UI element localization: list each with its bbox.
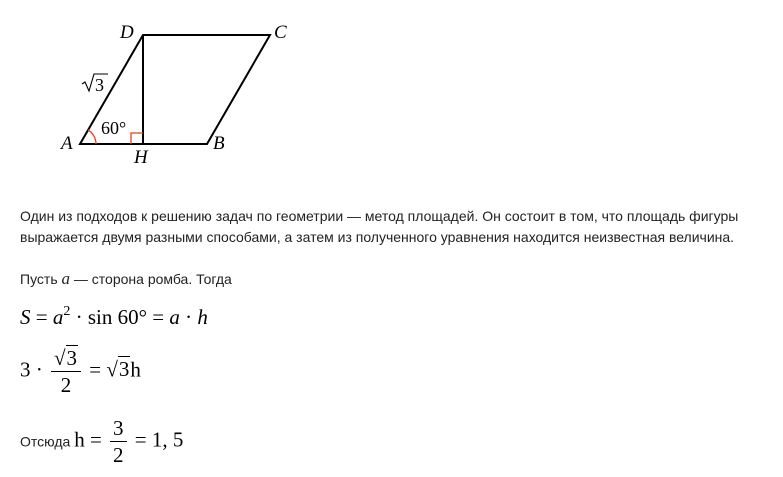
var-a: a bbox=[52, 305, 64, 329]
let-suffix: — сторона ромба. Тогда bbox=[70, 271, 232, 287]
result-value: = 1, 5 bbox=[129, 427, 184, 452]
eq-sign-2: = bbox=[84, 357, 107, 382]
conclusion-prefix: Отсюда bbox=[20, 433, 75, 450]
vertex-label-c: C bbox=[274, 22, 287, 43]
method-paragraph bbox=[20, 206, 738, 248]
var-h: h bbox=[197, 305, 208, 329]
sqrt-numerator: √3 bbox=[54, 346, 78, 370]
vertex-label-b: B bbox=[213, 133, 225, 154]
fraction-root3-over-2 bbox=[51, 346, 81, 397]
denominator: 2 bbox=[60, 373, 72, 397]
sine-term: · sin 60° = bbox=[70, 305, 170, 329]
foot-label-h: H bbox=[134, 147, 148, 168]
formula-result bbox=[20, 416, 183, 467]
formula-equation bbox=[20, 346, 141, 397]
vertex-label-a: A bbox=[61, 133, 73, 154]
side-label-value: 3 bbox=[95, 75, 104, 95]
formula-area bbox=[20, 305, 208, 330]
var-h-2: h bbox=[130, 357, 141, 382]
dot-operator: · bbox=[179, 305, 198, 329]
vertex-label-d: D bbox=[120, 22, 134, 43]
rhombus-figure bbox=[0, 0, 320, 175]
denominator-2: 2 bbox=[113, 443, 124, 467]
eq-sign-3: = bbox=[84, 427, 108, 452]
angle-label: 60° bbox=[101, 118, 127, 138]
side-variable: a bbox=[61, 269, 71, 288]
method-line-2: выражается двумя разными способами, а затем из полученного уравнения находится неизвестная величина. bbox=[20, 229, 735, 245]
area-symbol: S bbox=[20, 305, 31, 329]
numerator: 3 bbox=[110, 416, 127, 442]
let-prefix: Пусть bbox=[20, 271, 62, 287]
exponent: 2 bbox=[63, 304, 71, 319]
var-a-2: a bbox=[169, 305, 180, 329]
let-paragraph bbox=[20, 268, 232, 290]
right-angle-mark bbox=[131, 133, 143, 144]
coefficient: 3 · bbox=[20, 357, 48, 382]
method-line-1: Один из подходов к решению задач по геометрии — метод площадей. Он состоит в том, что площадь фигуры bbox=[20, 208, 739, 224]
sqrt-term: √3 bbox=[106, 357, 130, 382]
fraction-3-over-2 bbox=[110, 416, 127, 467]
angle-arc bbox=[88, 130, 96, 144]
var-h-3: h bbox=[74, 427, 85, 452]
eq-sign: = bbox=[30, 305, 53, 329]
